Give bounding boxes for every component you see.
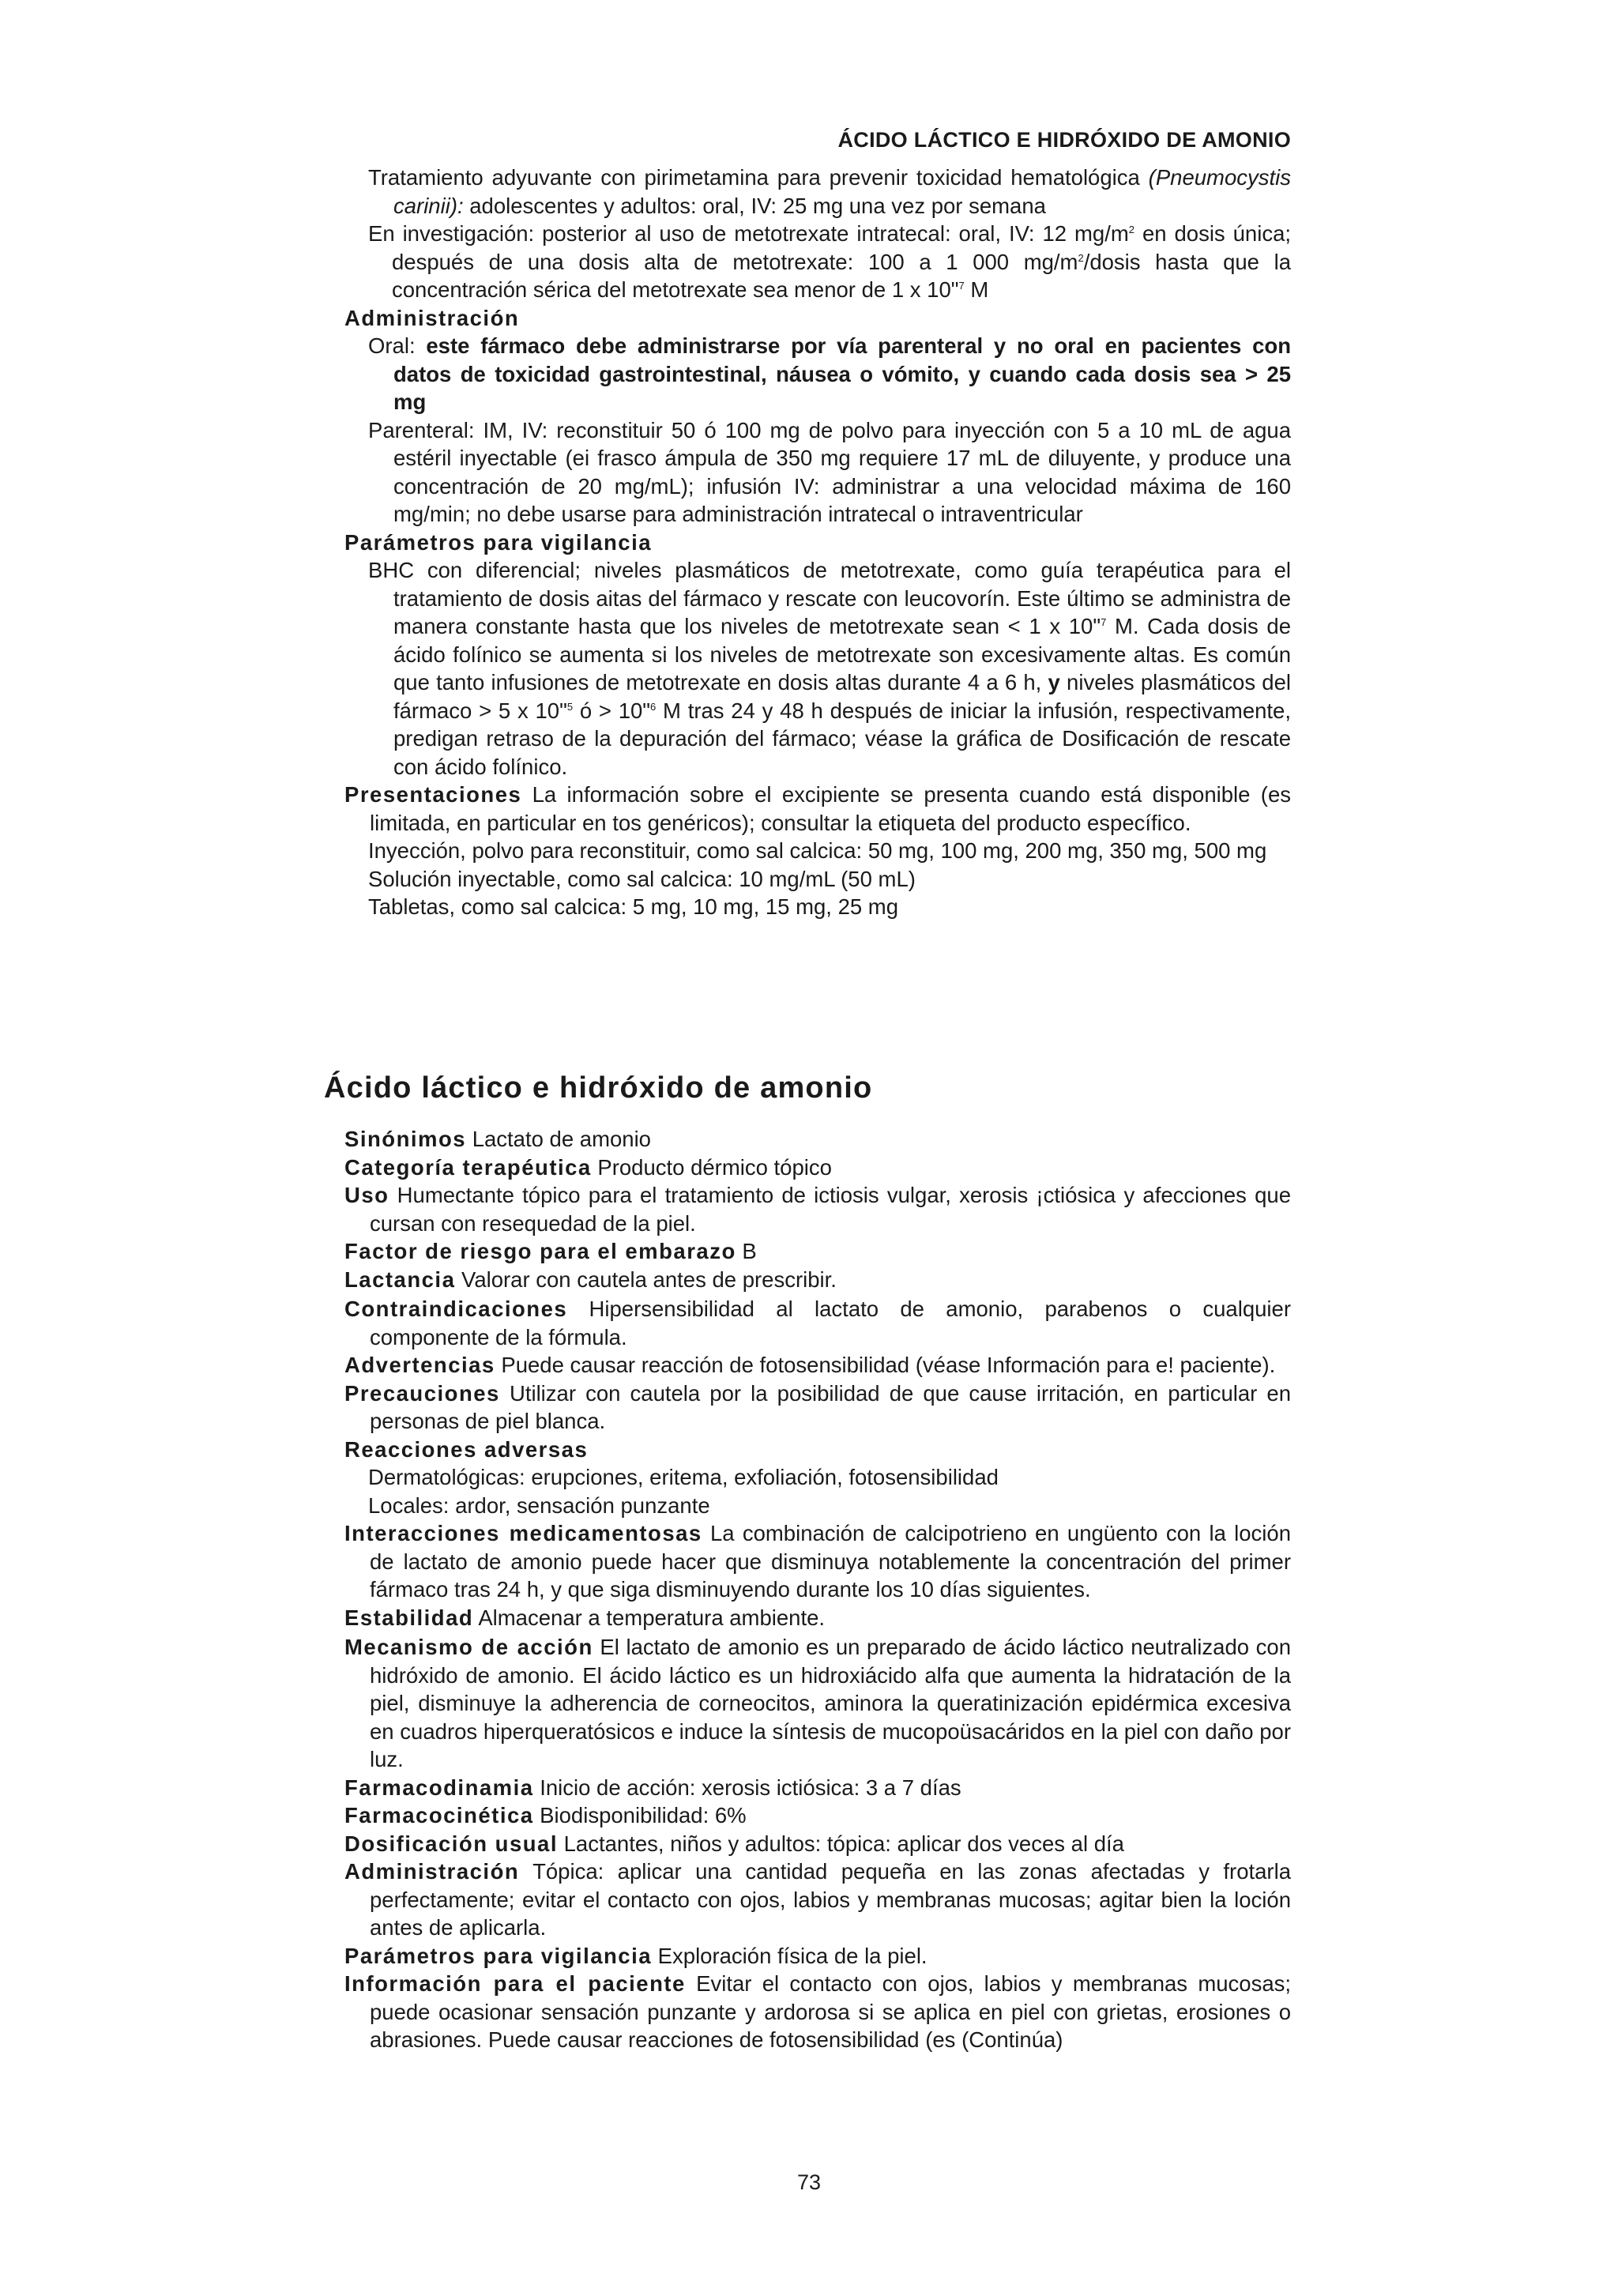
farmacodinamia-label: Farmacodinamia [344,1775,534,1800]
farmacocinetica-text: Biodisponibilidad: 6% [533,1803,747,1827]
superscript: 7 [1101,615,1107,628]
oral-label: Oral: [368,333,427,358]
presentaciones-paragraph [344,781,1291,837]
parametros-label: Parámetros para vigilancia [344,1943,653,1968]
interacciones-text: La combinación de calcipotrieno en ungüento con la loción de lactato de amonio puede hacer que disminuya notablemente la concentración del primer fármaco tras 24 h, y que siga disminuyendo durante los 10 días siguientes. [370,1521,1291,1602]
estabilidad-entry [344,1604,1291,1632]
precauciones-label: Precauciones [344,1380,500,1406]
informacion-text: Evitar el contacto con ojos, labios y membranas mucosas; puede ocasionar sensación punzante y ardorosa si se aplica en piel con grietas, erosiones o abrasiones. Puede causar reacciones de fotosensibilidad (es (Continúa) [370,1971,1292,2052]
superscript: 6 [650,700,657,713]
uso-entry [344,1181,1291,1237]
top-section [344,164,1291,921]
parenteral-paragraph: Parenteral: IM, IV: reconstituir 50 ó 100 mg de polvo para inyección con 5 a 10 mL de agua estéril inyectable (ei frasco ámpula de 350 mg requiere 17 mL de diluyente, y produce una concentración de 20 mg/mL); infusión IV: administrar a una velocidad máxima de 160 mg/min; no debe usarse para administración intratecal o intraventricular [368,417,1291,526]
monograph-entries [344,1125,1291,2054]
bhc-paragraph [344,556,1291,781]
bhc-text-b: M. Cada dosis de ácido folínico se aumenta si los niveles de metotrexate son excesivamente altas. Es común que tanto infusiones de metotrexate en dosis altas durante 4 a 6 h, [393,614,1291,694]
factor-entry [344,1237,1291,1266]
farmacodinamia-text: Inicio de acción: xerosis ictiósica: 3 a 7 días [533,1775,961,1800]
categoria-entry [344,1154,1291,1182]
sinonimos-text: Lactato de amonio [466,1127,651,1151]
sinonimos-label: Sinónimos [344,1127,467,1151]
tratamiento-line1: Tratamiento adyuvante con pirimetamina para prevenir toxicidad hematológica [368,165,1140,190]
advertencias-text: Puede causar reacción de fotosensibilidad (véase Información para e! paciente). [495,1353,1276,1377]
advertencias-label: Advertencias [344,1353,495,1377]
parametros-heading: Parámetros para vigilancia [344,529,653,555]
factor-label: Factor de riesgo para el embarazo [344,1239,736,1263]
drug-title: Ácido láctico e hidróxido de amonio [324,1071,873,1105]
mecanismo-text: El lactato de amonio es un preparado de ácido láctico neutralizado con hidróxido de amonio. El ácido láctico es un hidroxiácido alfa que aumenta la hidratación de la piel, disminuye la adherencia de corneocitos, aminora la queratinización epidérmica excesiva en cuadros hiperqueratósicos e induce la síntesis de mucopoüsacáridos en la piel con daño por luz. [370,1635,1291,1771]
running-head: ÁCIDO LÁCTICO E HIDRÓXIDO DE AMONIO [837,128,1291,152]
superscript: 2 [1128,223,1135,235]
superscript: 7 [958,279,965,292]
presentaciones-label: Presentaciones [344,782,522,807]
precauciones-text: Utilizar con cautela por la posibilidad de que cause irritación, en particular en personas de piel blanca. [370,1380,1291,1433]
estabilidad-label: Estabilidad [344,1605,474,1630]
contraindicaciones-text: Hipersensibilidad al lactato de amonio, parabenos o cualquier componente de la fórmula. [370,1297,1291,1349]
reacciones-label: Reacciones adversas [344,1436,589,1462]
oral-paragraph [344,332,1291,416]
locales-item: Locales: ardor, sensación punzante [368,1492,710,1518]
administracion-text: Tópica: aplicar una cantidad pequeña en las zonas afectadas y frotarla perfectamente; evitar el contacto con ojos, labios y membranas mucosas; agitar bien la loción antes de aplicarla. [370,1859,1291,1940]
page-number: 73 [796,2170,822,2194]
bhc-text-a: BHC con diferencial; niveles plasmáticos de metotrexate, como guía terapéutica para el tratamiento de dosis aitas del fármaco y rescate con leucovorín. Este último se administra de manera constante hasta que los niveles de metotrexate sean < 1 x 10" [368,558,1291,638]
presentaciones-text: La información sobre el excipiente se presenta cuando está disponible (es limitada, en particular en tos genéricos); consultar la etiqueta del producto específico. [370,782,1291,835]
inyeccion-item: Inyección, polvo para reconstituir, como sal calcica: 50 mg, 100 mg, 200 mg, 350 mg, 500 mg [368,838,1267,863]
parametros-entry [344,1942,1291,1970]
mecanismo-entry [344,1633,1291,1774]
farmacodinamia-entry [344,1774,1291,1802]
reacciones-entry [344,1436,1291,1464]
lactancia-label: Lactancia [344,1267,456,1292]
contraindicaciones-entry [344,1295,1291,1351]
contraindicaciones-label: Contraindicaciones [344,1297,568,1321]
uso-label: Uso [344,1183,389,1207]
bhc-text-d: ó > 10" [573,698,651,723]
administracion-entry [344,1858,1291,1942]
investigacion-text-c: /dosis hasta que la concentración sérica del metotrexate sea menor de 1 x 10" [392,249,1291,302]
tratamiento-species: (Pneumocystis carinii): [393,165,1292,218]
interacciones-label: Interacciones medicamentosas [344,1521,702,1545]
administracion-heading: Administración [344,305,520,330]
factor-text: B [736,1239,757,1263]
farmacocinetica-entry [344,1801,1291,1830]
dermatologicas-item: Dermatológicas: erupciones, eritema, exfoliación, fotosensibilidad [368,1465,999,1489]
dosificacion-entry [344,1830,1291,1858]
dosificacion-text: Lactantes, niños y adultos: tópica: aplicar dos veces al día [557,1831,1124,1856]
investigacion-text-b: en dosis única; después de una dosis alta de metotrexate: 100 a 1 000 mg/m [392,221,1291,274]
advertencias-entry [344,1351,1291,1379]
oral-warning: este fármaco debe administrarse por vía parenteral y no oral en pacientes con datos de toxicidad gastrointestinal, náusea o vómito, y cuando cada dosis sea > 25 mg [393,333,1291,414]
solucion-item: Solución inyectable, como sal calcica: 10 mg/mL (50 mL) [368,866,916,891]
categoria-label: Categoría terapéutica [344,1154,592,1180]
parametros-text: Exploración física de la piel. [652,1943,928,1968]
categoria-text: Producto dérmico tópico [591,1154,832,1180]
mecanismo-label: Mecanismo de acción [344,1635,593,1659]
bhc-bold-y: y [1048,670,1060,694]
investigacion-text-d: M [964,277,989,302]
uso-text: Humectante tópico para el tratamiento de ictiosis vulgar, xerosis ¡ctiósica y afecciones que cursan con resequedad de la piel. [370,1183,1291,1236]
bhc-text-c: niveles plasmáticos del fármaco > 5 x 10" [393,670,1291,723]
dosificacion-label: Dosificación usual [344,1831,558,1856]
tratamiento-paragraph [344,164,1291,220]
sinonimos-entry [344,1125,1291,1154]
administracion-label: Administración [344,1859,520,1884]
lactancia-text: Valorar con cautela antes de prescribir. [455,1267,837,1292]
superscript: 5 [566,700,574,713]
estabilidad-text: Almacenar a temperatura ambiente. [473,1605,826,1630]
bhc-text-e: M tras 24 y 48 h después de iniciar la infusión, respectivamente, predigan retraso de la depuración del fármaco; véase la gráfica de Dosificación de rescate con ácido folínico. [393,698,1291,779]
informacion-entry [344,1970,1291,2054]
interacciones-entry [344,1519,1291,1604]
tratamiento-dose: adolescentes y adultos: oral, IV: 25 mg una vez por semana [463,193,1046,218]
tabletas-item: Tabletas, como sal calcica: 5 mg, 10 mg, 15 mg, 25 mg [368,894,898,919]
investigacion-paragraph [344,220,1291,304]
farmacocinetica-label: Farmacocinética [344,1803,534,1827]
informacion-label: Información para el paciente [344,1971,686,1996]
investigacion-text-a: En investigación: posterior al uso de metotrexate intratecal: oral, IV: 12 mg/m [368,221,1129,246]
superscript: 2 [1078,251,1084,264]
lactancia-entry [344,1266,1291,1294]
precauciones-entry [344,1379,1291,1436]
